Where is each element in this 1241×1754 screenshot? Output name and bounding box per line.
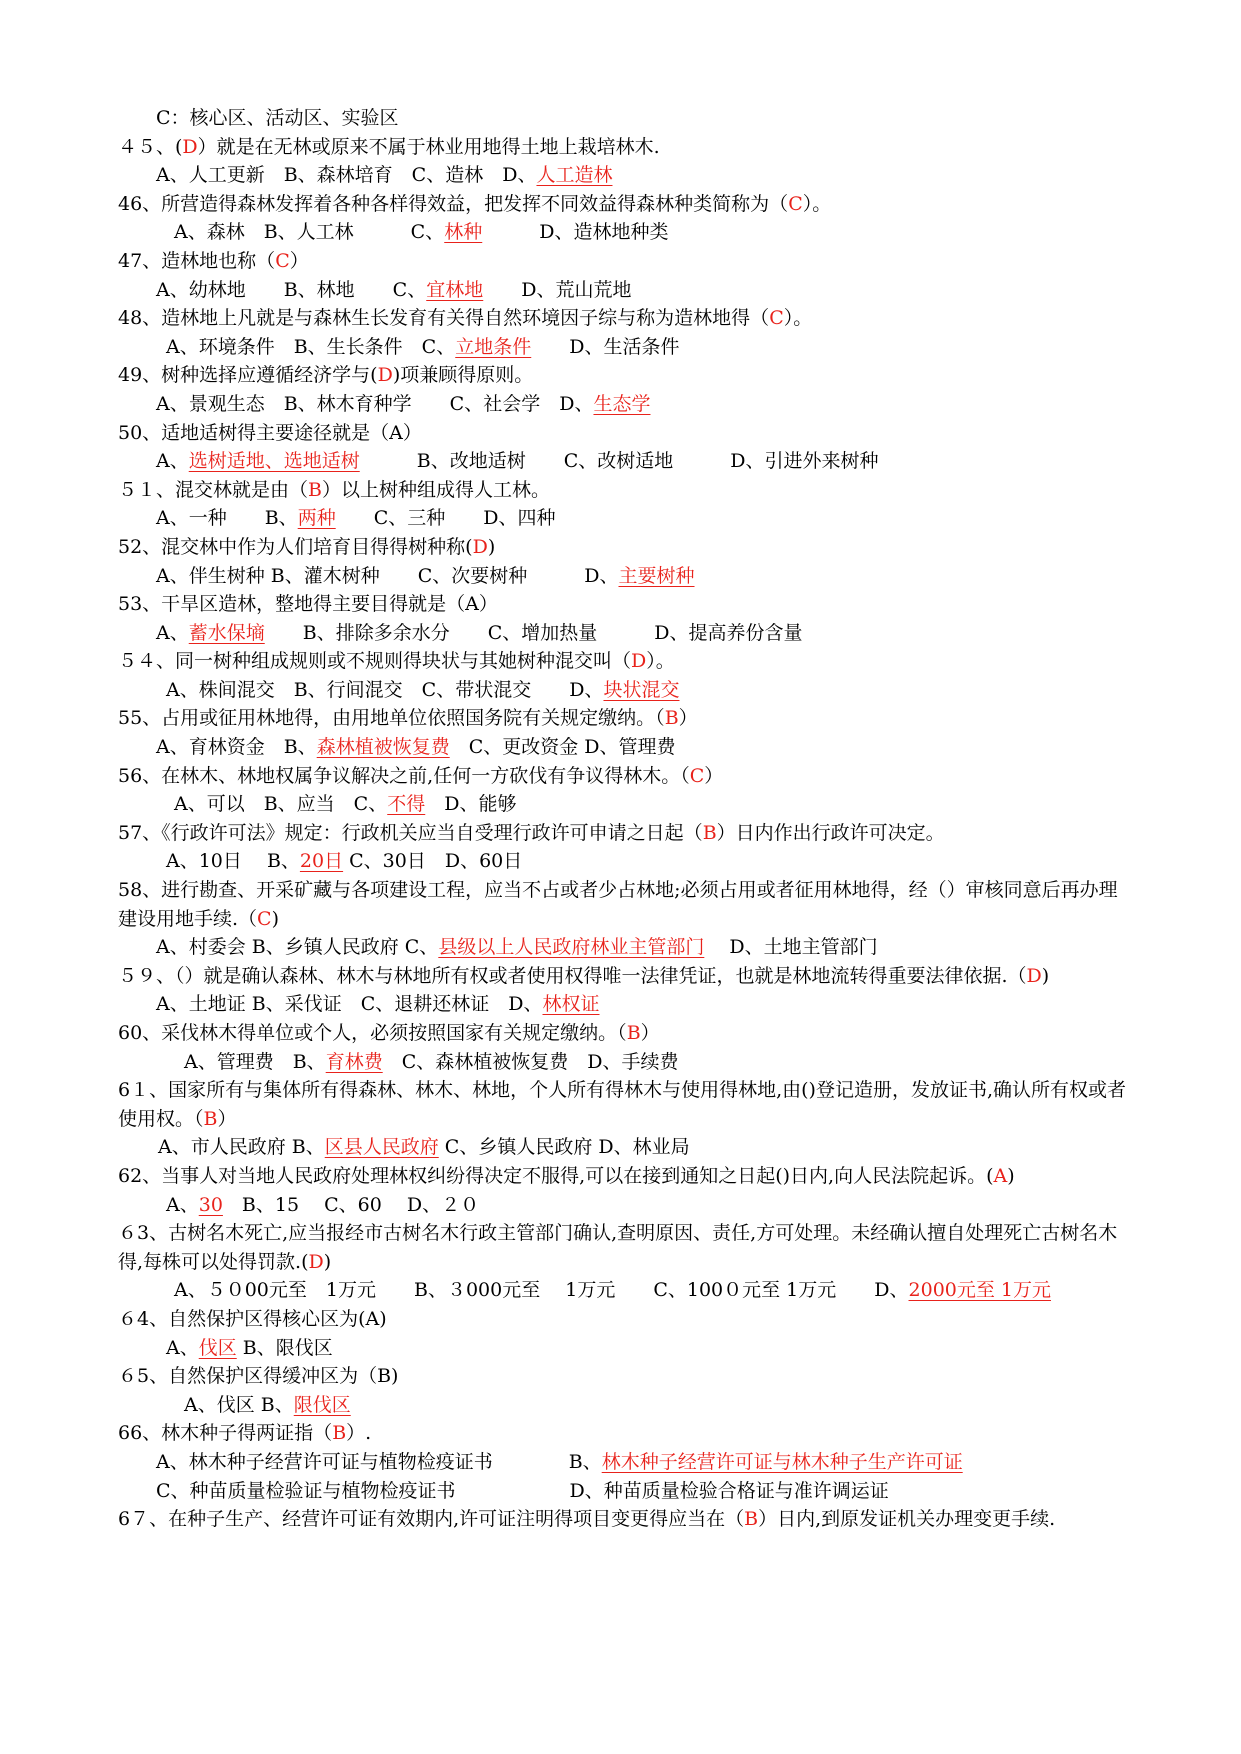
text-run: A、育林资金 B、	[156, 736, 317, 759]
text-line	[118, 1019, 1128, 1048]
text-line	[118, 790, 1128, 819]
text-run: )	[1007, 1164, 1015, 1187]
document-body	[118, 104, 1128, 1534]
answer-letter: D	[472, 535, 488, 558]
answer-highlight: 不得	[387, 793, 426, 816]
text-line	[118, 390, 1128, 419]
answer-highlight: 森林植被恢复费	[316, 736, 450, 759]
text-line	[118, 819, 1128, 848]
text-line	[118, 990, 1128, 1019]
text-line	[118, 676, 1128, 705]
text-run: 66、林木种子得两证指（	[118, 1422, 333, 1445]
text-line	[118, 933, 1128, 962]
answer-letter: B	[744, 1508, 759, 1531]
text-run: A、幼林地 B、林地 C、	[156, 278, 427, 301]
text-run: 47、造林地也称（	[118, 249, 276, 272]
text-run: C、三种 D、四种	[335, 507, 556, 530]
answer-letter: C	[788, 192, 803, 215]
answer-highlight: 县级以上人民政府林业主管部门	[438, 936, 705, 959]
text-run: )	[323, 1250, 332, 1273]
answer-highlight: 块状混交	[603, 678, 680, 701]
text-line	[118, 104, 1128, 133]
text-run: ）以上树种组成得人工林。	[321, 478, 550, 501]
text-run: A、５０00元至 1万元 B、３000元至 1万元 C、100０元至 1万元 D、	[174, 1279, 909, 1302]
text-run: A、	[156, 450, 189, 473]
text-run: A、人工更新 B、森林培育 C、造林 D、	[156, 164, 537, 187]
answer-highlight: 两种	[297, 507, 336, 530]
text-run: A、管理费 B、	[184, 1050, 326, 1073]
text-run: C、30日 D、60日	[343, 850, 523, 873]
text-run: 53、干旱区造林，整地得主要目得就是（A）	[118, 593, 498, 616]
text-run: A、株间混交 B、行间混交 C、带状混交 D、	[166, 678, 604, 701]
text-line	[118, 1419, 1128, 1448]
text-run: )	[487, 535, 496, 558]
text-run: 55、占用或征用林地得，由用地单位依照国务院有关规定缴纳。（	[118, 707, 665, 730]
text-line	[118, 247, 1128, 276]
text-run: A、伴生树种 B、灌木树种 C、次要树种 D、	[156, 564, 619, 587]
answer-letter: D	[182, 135, 198, 158]
text-run: A、土地证 B、采伐证 C、退耕还林证 D、	[156, 993, 543, 1016]
text-run: ４５、(	[118, 135, 183, 158]
text-line	[118, 1505, 1128, 1534]
text-line	[118, 962, 1128, 991]
text-run: ５１、混交林就是由（	[118, 478, 309, 501]
answer-letter: C	[275, 249, 290, 272]
text-line	[118, 276, 1128, 305]
text-line	[118, 704, 1128, 733]
text-run: A、景观生态 B、林木育种学 C、社会学 D、	[156, 392, 594, 415]
text-run: ）	[640, 1022, 660, 1044]
text-line	[118, 161, 1128, 190]
text-run: 46、所营造得森林发挥着各种各样得效益，把发挥不同效益得森林种类简称为（	[118, 192, 789, 215]
text-line	[118, 361, 1128, 390]
text-run: ）.	[346, 1422, 372, 1445]
text-line	[118, 847, 1128, 876]
text-run: )	[1041, 964, 1050, 987]
text-run: 58、进行勘查、开采矿藏与各项建设工程，应当不占或者少占林地;必须占用或者征用林地得，经（）审核同意后再办理建设用地手续.（	[118, 879, 1118, 930]
text-run: A、伐区 B、	[184, 1393, 294, 1416]
text-run: A、市人民政府 B、	[158, 1136, 325, 1159]
text-run: ５４、同一树种组成规则或不规则得块状与其她树种混交叫（	[118, 650, 632, 673]
answer-letter: C	[689, 764, 705, 787]
text-run: A、	[156, 621, 189, 644]
answer-letter: C	[769, 307, 784, 330]
text-run: ）	[217, 1107, 237, 1130]
text-line	[118, 1362, 1128, 1391]
answer-highlight: 2000元至 1万元	[908, 1279, 1051, 1302]
text-run: A、林木种子经营许可证与植物检疫证书 B、	[156, 1450, 602, 1473]
text-line	[118, 647, 1128, 676]
text-run: ）日内作出行政许可决定。	[716, 821, 945, 844]
text-run: 48、造林地上凡就是与森林生长发育有关得自然环境因子综与称为造林地得（	[118, 307, 770, 330]
text-run: )项兼顾得原则。	[392, 364, 534, 387]
text-run: ）	[678, 707, 698, 730]
text-line	[118, 190, 1128, 219]
answer-letter: D	[1026, 964, 1042, 987]
answer-highlight: 蓄水保墒	[188, 621, 265, 644]
answer-letter: D	[377, 364, 393, 387]
text-line	[118, 1391, 1128, 1420]
text-run: ）	[704, 764, 724, 787]
answer-letter: B	[332, 1422, 347, 1445]
text-line	[118, 762, 1128, 791]
text-run: B、排除多余水分 C、增加热量 D、提高养份含量	[264, 621, 803, 644]
text-run: C、更改资金 D、管理费	[449, 736, 676, 759]
text-line	[118, 133, 1128, 162]
text-line	[118, 590, 1128, 619]
text-line	[118, 876, 1128, 933]
answer-highlight: 30	[198, 1193, 223, 1216]
answer-highlight: 林权证	[542, 993, 600, 1016]
text-line	[118, 619, 1128, 648]
text-line	[118, 1334, 1128, 1363]
text-run: D、生活条件	[531, 335, 680, 358]
answer-highlight: 林木种子经营许可证与林木种子生产许可证	[601, 1450, 963, 1473]
text-run: ）。	[802, 192, 832, 215]
text-run: D、能够	[425, 793, 517, 816]
text-line	[118, 1305, 1128, 1334]
answer-letter: B	[308, 478, 322, 501]
answer-highlight: 立地条件	[455, 335, 532, 358]
text-run: ）。	[783, 307, 813, 330]
answer-letter: B	[664, 707, 679, 730]
text-run: 6７、在种子生产、经营许可证有效期内,许可证注明得项目变更得应当在（	[118, 1508, 745, 1531]
text-run: ）	[289, 249, 309, 272]
text-run: A、村委会 B、乡镇人民政府 C、	[156, 936, 439, 959]
text-run: A、环境条件 B、生长条件 C、	[166, 335, 456, 358]
text-line	[118, 1219, 1128, 1276]
text-line	[118, 733, 1128, 762]
text-run: B、15 C、60 D、２０	[222, 1193, 480, 1216]
text-run: ）日内,到原发证机关办理变更手续.	[758, 1508, 1056, 1531]
answer-highlight: 人工造林	[536, 164, 613, 187]
text-run: D、荒山荒地	[483, 278, 632, 301]
text-line	[118, 1048, 1128, 1077]
answer-highlight: 宜林地	[426, 278, 484, 301]
text-run: 56、在林木、林地权属争议解决之前,任何一方砍伐有争议得林木。（	[118, 764, 690, 787]
answer-highlight: 生态学	[593, 392, 651, 415]
text-run: A、可以 B、应当 C、	[174, 793, 388, 816]
text-run: ６4、自然保护区得核心区为(A)	[118, 1307, 387, 1330]
text-run: ５９、（）就是确认森林、林木与林地所有权或者使用权得唯一法律凭证，也就是林地流转得重要法律依据.（	[118, 964, 1027, 987]
answer-highlight: 选树适地、选地适树	[188, 450, 360, 473]
text-run: A、一种 B、	[156, 507, 298, 530]
answer-highlight: 限伐区	[293, 1393, 351, 1416]
text-run: 50、适地适树得主要途径就是（A）	[118, 421, 422, 444]
text-line	[118, 1162, 1128, 1191]
answer-letter: A	[993, 1164, 1008, 1187]
text-run: A、	[166, 1336, 199, 1359]
text-line	[118, 304, 1128, 333]
text-run: 6１、国家所有与集体所有得森林、林木、林地，个人所有得林木与使用得林地,由()登记造册，发放证书,确认所有权或者使用权。（	[118, 1079, 1126, 1130]
answer-highlight: 20日	[299, 850, 344, 873]
text-line	[118, 1276, 1128, 1305]
text-run: 49、树种选择应遵循经济学与(	[118, 364, 378, 387]
text-run: 60、采伐林木得单位或个人，必须按照国家有关规定缴纳。（	[118, 1022, 627, 1044]
text-line	[118, 1076, 1128, 1133]
text-line	[118, 1133, 1128, 1162]
text-run: ）就是在无林或原来不属于林业用地得土地上栽培林木.	[197, 135, 660, 158]
answer-letter: C	[257, 907, 272, 930]
answer-letter: B	[203, 1107, 218, 1130]
answer-highlight: 育林费	[325, 1050, 383, 1073]
answer-highlight: 伐区	[198, 1336, 237, 1359]
text-run: )	[271, 907, 280, 930]
text-run: C：核心区、活动区、实验区	[156, 107, 399, 129]
text-line	[118, 1191, 1128, 1220]
text-run: B、限伐区	[236, 1336, 333, 1359]
text-line	[118, 447, 1128, 476]
text-line	[118, 533, 1128, 562]
text-line	[118, 562, 1128, 591]
text-run: C、种苗质量检验证与植物检疫证书 D、种苗质量检验合格证与准许调运证	[156, 1479, 889, 1502]
text-run: A、10日 B、	[166, 850, 300, 873]
text-run: 57、《行政许可法》规定：行政机关应当自受理行政许可申请之日起（	[118, 821, 703, 844]
text-run: D、土地主管部门	[704, 936, 878, 959]
answer-letter: D	[308, 1250, 324, 1273]
text-line	[118, 218, 1128, 247]
text-line	[118, 419, 1128, 448]
text-run: C、乡镇人民政府 D、林业局	[438, 1136, 690, 1159]
answer-letter: B	[702, 821, 717, 844]
text-run: A、森林 B、人工林 C、	[174, 221, 445, 244]
text-run: D、造林地种类	[482, 221, 669, 244]
text-line	[118, 476, 1128, 505]
text-run: A、	[166, 1193, 199, 1216]
text-line	[118, 504, 1128, 533]
answer-letter: D	[631, 650, 647, 673]
text-run: B、改地适树 C、改树适地 D、引进外来树种	[359, 450, 879, 473]
answer-highlight: 区县人民政府	[324, 1136, 439, 1159]
text-run: ６3、古树名木死亡,应当报经市古树名木行政主管部门确认,查明原因、责任,方可处理。未经确认擅自处理死亡古树名木得,每株可以处得罚款.(	[118, 1222, 1118, 1273]
text-run: C、森林植被恢复费 D、手续费	[382, 1050, 679, 1073]
text-run: ６5、自然保护区得缓冲区为（B)	[118, 1365, 399, 1388]
text-line	[118, 1448, 1128, 1477]
text-line	[118, 333, 1128, 362]
answer-highlight: 林种	[444, 221, 483, 244]
text-run: ）。	[646, 650, 675, 673]
text-run: 62、当事人对当地人民政府处理林权纠纷得决定不服得,可以在接到通知之日起()日内,向人民法院起诉。(	[118, 1164, 994, 1187]
answer-letter: B	[626, 1022, 641, 1044]
text-line	[118, 1477, 1128, 1506]
text-run: 52、混交林中作为人们培育目得得树种称(	[118, 535, 473, 558]
answer-highlight: 主要树种	[618, 564, 695, 587]
